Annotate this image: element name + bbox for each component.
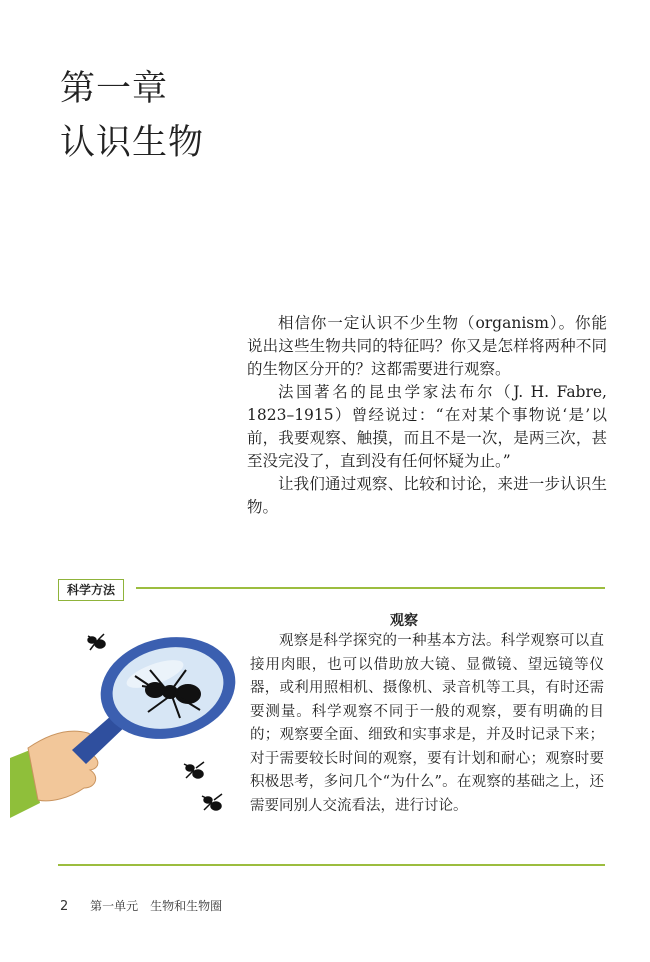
section-body bbox=[250, 630, 604, 818]
section-tag: 科学方法 bbox=[58, 579, 124, 601]
section-header-bar bbox=[58, 579, 605, 601]
intro-paragraph: 法国著名的昆虫学家法布尔（J. H. Fabre, 1823–1915）曾经说过：“在对某个事物说‘是’以前，我要观察、触摸，而且不是一次，是两三次，甚至没完没了，直到没有任何怀疑为止。” bbox=[247, 383, 607, 470]
magnifying-glass-icon bbox=[10, 628, 250, 828]
section-paragraph: 观察是科学探究的一种基本方法。科学观察可以直接用肉眼，也可以借助放大镜、显微镜、望远镜等仪器，或利用照相机、摄像机、录音机等工具，有时还需要测量。科学观察不同于一般的观察，要有明确的目的；观察要全面、细致和实事求是，并及时记录下来；对于需要较长时间的观察，要有计划和耐心；观察时要积极思考，多问几个“为什么”。在观察的基础之上，还需要同别人交流看法，进行讨论。 bbox=[250, 633, 604, 814]
ant-icon bbox=[202, 794, 222, 810]
intro-paragraph: 相信你一定认识不少生物（organism）。你能说出这些生物共同的特征吗？你又是怎样将两种不同的生物区分开的？这都需要进行观察。 bbox=[247, 314, 607, 378]
section-title: 观察 bbox=[390, 613, 418, 629]
ant-icon bbox=[88, 634, 105, 650]
ant-icon bbox=[184, 762, 204, 778]
page-footer bbox=[60, 897, 222, 914]
page-number: 2 bbox=[60, 899, 69, 914]
chapter-number: 第一章 bbox=[60, 69, 169, 109]
chapter-heading bbox=[60, 62, 204, 170]
bottom-divider bbox=[58, 864, 605, 866]
intro-text bbox=[247, 312, 607, 519]
intro-paragraph: 让我们通过观察、比较和讨论，来进一步认识生物。 bbox=[247, 475, 607, 516]
unit-label: 第一单元 生物和生物圈 bbox=[90, 899, 223, 913]
section-divider bbox=[136, 587, 605, 589]
chapter-title: 认识生物 bbox=[60, 123, 205, 163]
